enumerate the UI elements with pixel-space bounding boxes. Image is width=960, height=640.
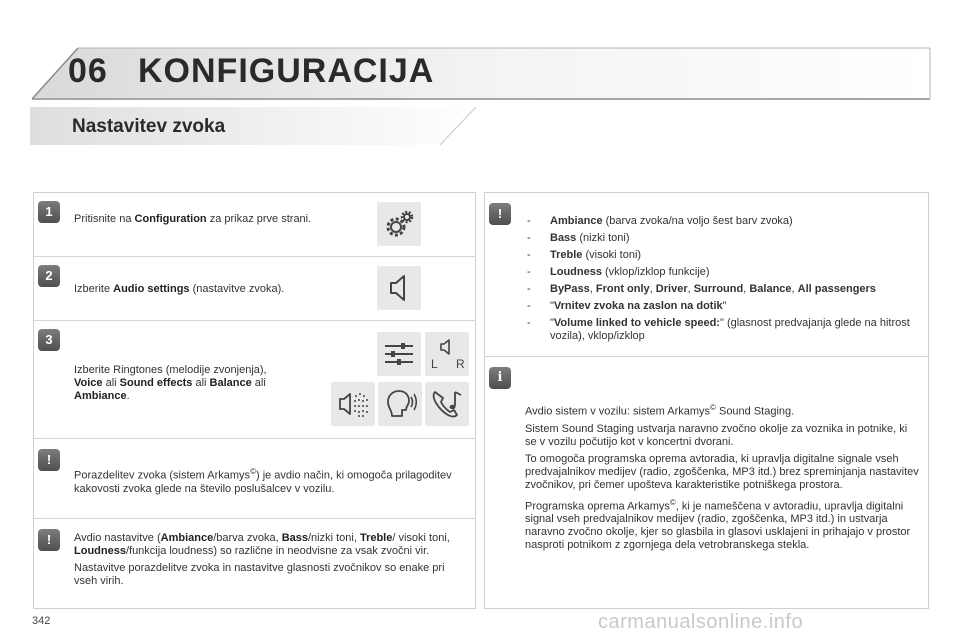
list-item: - ByPass, Front only, Driver, Surround, Balance, All passengers xyxy=(527,283,876,295)
balance-button[interactable] xyxy=(425,332,469,376)
sound-effects-button[interactable] xyxy=(331,382,375,426)
list-item: - Ambiance (barva zvoka/na voljo šest barv zvoka) xyxy=(527,215,793,227)
steps-panel xyxy=(33,192,476,609)
note-warning-1 xyxy=(34,439,475,519)
info-badge-icon: i xyxy=(489,367,511,389)
page-number: 342 xyxy=(32,615,51,627)
step-1 xyxy=(34,193,475,257)
svg-text:R: R xyxy=(456,357,465,371)
svg-text:L: L xyxy=(431,357,438,371)
note-2-text: Avdio nastavitve (Ambiance/barva zvoka, Bass/nizki toni, Treble/ visoki toni, Loudness/funkcija loudness) so različne in neodvisne za vsak zvočni vir. Nastavitve porazdelitve zvoka in nastavitve glasnosti zvočnikov so enake pri vseh virih. xyxy=(74,532,450,587)
warning-badge-icon: ! xyxy=(38,449,60,471)
gears-icon xyxy=(377,202,421,246)
balance-lr-icon xyxy=(425,332,469,376)
list-item: - Bass (nizki toni) xyxy=(527,232,630,244)
surround-speaker-icon xyxy=(331,382,375,426)
notes-panel xyxy=(484,192,929,609)
chapter-number: 06 xyxy=(68,52,108,90)
warning-badge-icon: ! xyxy=(489,203,511,225)
ringtones-button[interactable] xyxy=(425,382,469,426)
info-note xyxy=(485,357,928,610)
audio-options-list xyxy=(525,213,925,343)
chapter-title: KONFIGURACIJA xyxy=(138,52,435,90)
section-title: Nastavitev zvoka xyxy=(72,116,226,137)
watermark: carmanualsonline.info xyxy=(598,611,804,633)
audio-settings-label: Audio settings xyxy=(113,283,190,295)
settings-list-note xyxy=(485,193,928,357)
configuration-label: Configuration xyxy=(134,213,207,225)
step-3-text: Izberite Ringtones (melodije zvonjenja), Voice ali Sound effects ali Balance ali Ambiance. xyxy=(74,364,267,402)
list-item: - Treble (visoki toni) xyxy=(527,249,642,261)
note-warning-2 xyxy=(34,519,475,610)
note-1-text: Porazdelitev zvoka (sistem Arkamys©) je avdio način, ki omogoča prilagoditev kakovosti zvoka glede na število poslušalcev v vozilu. xyxy=(74,467,452,495)
list-item: - "Vrnitev zvoka na zaslon na dotik" xyxy=(527,300,727,312)
step-badge: 3 xyxy=(38,329,60,351)
step-3 xyxy=(34,321,475,439)
configuration-button[interactable] xyxy=(377,202,421,246)
list-item: - "Volume linked to vehicle speed:" (glasnost predvajanja glede na hitrost vozila), vklop/izklop xyxy=(527,317,910,342)
step-badge: 2 xyxy=(38,265,60,287)
ringtone-icon xyxy=(425,382,469,426)
step-badge: 1 xyxy=(38,201,60,223)
warning-badge-icon: ! xyxy=(38,529,60,551)
step-2-text: Izberite Audio settings (nastavitve zvoka). xyxy=(74,283,285,295)
info-note-text: Avdio sistem v vozilu: sistem Arkamys© Sound Staging. Sistem Sound Staging ustvarja naravno zvočno okolje za voznika in potnike, ki se v vozilu počutijo kot v koncertni dvorani. To omogoča programska oprema avtoradia, ki upravlja digitalne signale vseh predvajalnikov medijev (radio, zgoščenka, MP3 itd.) brez spreminjanja nastavitev zvočnikov, pri čemer upošteva karakteristike potniškega prostora. Programska oprema Arkamys©, ki je nameščena v avtoradiu, upravlja digitalni signal vseh predvajalnikov medijev (radio, zgoščenka, MP3 itd.) in ustvarja naravno zvočno okolje, kjer so glasbila in glasovi usklajeni in prihajajo v prostor nasproti potnikom z zgornjega dela vetrobranskega stekla. xyxy=(525,403,919,552)
audio-settings-button[interactable] xyxy=(377,266,421,310)
speaker-icon xyxy=(377,266,421,310)
chapter-header xyxy=(0,0,960,110)
list-item: - Loudness (vklop/izklop funkcije) xyxy=(527,266,710,278)
equalizer-icon xyxy=(377,332,421,376)
voice-button[interactable] xyxy=(378,382,422,426)
ambiance-button[interactable] xyxy=(377,332,421,376)
voice-icon xyxy=(378,382,422,426)
step-2 xyxy=(34,257,475,321)
step-1-text: Pritisnite na Configuration za prikaz prve strani. xyxy=(74,213,312,225)
